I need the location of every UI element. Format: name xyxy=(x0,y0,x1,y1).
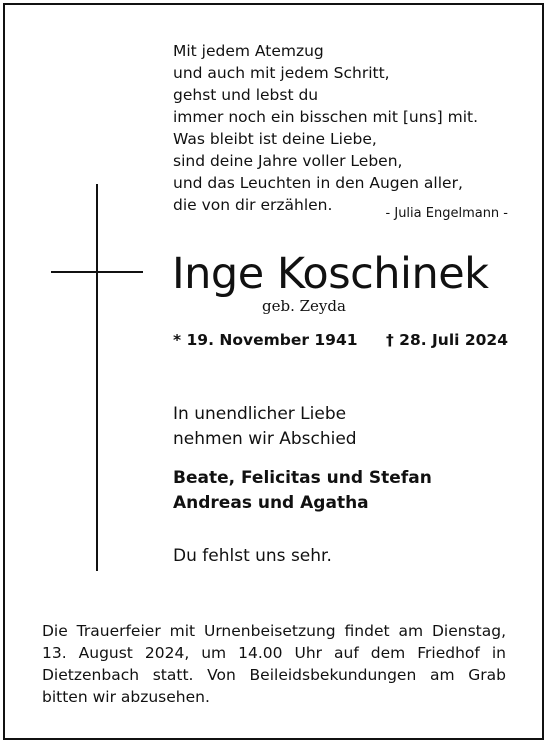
mourners xyxy=(173,466,432,516)
cross-horizontal-bar xyxy=(51,271,143,273)
birth-name: geb. Zeyda xyxy=(262,297,346,315)
deceased-name: Inge Koschinek xyxy=(172,249,489,299)
mourners-line: Beate, Felicitas und Stefan xyxy=(173,468,432,488)
farewell-line: nehmen wir Abschied xyxy=(173,429,357,449)
cross-vertical-bar xyxy=(96,184,98,571)
poem-line: sind deine Jahre voller Leben, xyxy=(173,152,403,170)
funeral-notice: Die Trauerfeier mit Urnenbeisetzung findet am Dienstag, 13. August 2024, um 14.00 Uhr auf dem Friedhof in Dietzenbach statt. Von Beileidsbekundungen am Grab bitten wir abzusehen. xyxy=(42,622,506,706)
poem-line: Mit jedem Atemzug xyxy=(173,42,324,60)
poem-line: und das Leuchten in den Augen aller, xyxy=(173,174,463,192)
poem-line: immer noch ein bisschen mit [uns] mit. xyxy=(173,108,479,126)
farewell-line: In unendlicher Liebe xyxy=(173,404,347,424)
mourners-line: Andreas und Agatha xyxy=(173,493,369,513)
farewell-text xyxy=(173,402,357,452)
birth-date: * 19. November 1941 xyxy=(173,331,358,349)
poem-line: und auch mit jedem Schritt, xyxy=(173,64,390,82)
poem-line: die von dir erzählen. xyxy=(173,196,333,214)
poem xyxy=(173,40,478,216)
poem-line: gehst und lebst du xyxy=(173,86,319,104)
death-date: † 28. Juli 2024 xyxy=(386,331,508,349)
poem-line: Was bleibt ist deine Liebe, xyxy=(173,130,377,148)
poem-author: - Julia Engelmann - xyxy=(385,206,508,221)
closing-line: Du fehlst uns sehr. xyxy=(173,546,332,566)
